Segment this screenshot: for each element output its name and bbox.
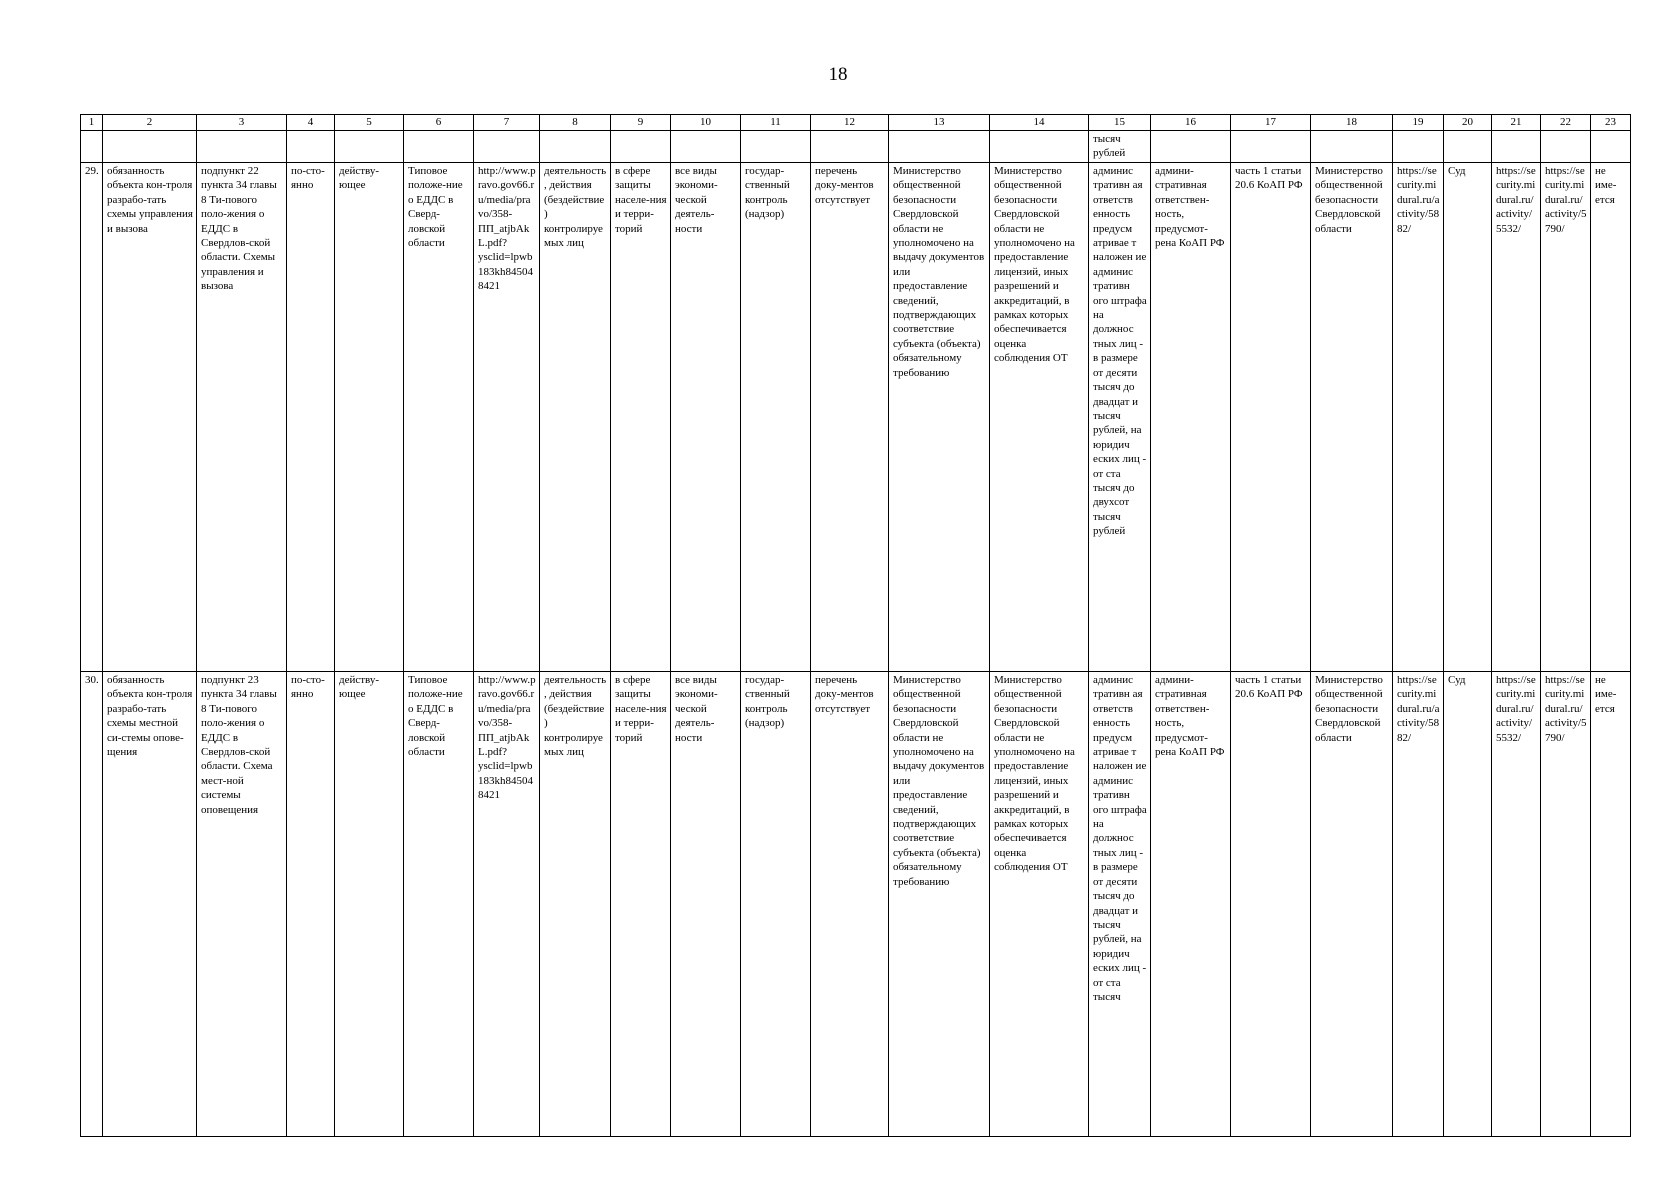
column-number-1: 1 <box>81 115 103 131</box>
continuation-row <box>81 131 1631 163</box>
cell-col-22[interactable]: https://security.midural.ru/activity/5790/ <box>1541 163 1591 672</box>
column-number-11: 11 <box>741 115 811 131</box>
column-number-15: 15 <box>1089 115 1151 131</box>
cell-col-12: перечень доку-ментов отсутствует <box>811 163 889 672</box>
column-number-7: 7 <box>474 115 540 131</box>
cell-col-18: Министерство общественной безопасности Свердловской области <box>1311 672 1393 1137</box>
table-row <box>81 672 1631 1137</box>
cell-col-14: Министерство общественной безопасности Свердловской области не уполномочено на предоставление лицензий, иных разрешений и аккредитаций, в рамках которых обеспечивается оценка соблюдения ОТ <box>990 672 1089 1137</box>
cell-col-18: Министерство общественной безопасности Свердловской области <box>1311 163 1393 672</box>
cell-col-17: часть 1 статьи 20.6 КоАП РФ <box>1231 672 1311 1137</box>
cell-col-3: подпункт 23 пункта 34 главы 8 Ти-пового поло-жения о ЕДДС в Свердлов-ской области. Схема мест-ной системы оповещения <box>197 672 287 1137</box>
cell-col-7[interactable]: http://www.pravo.gov66.ru/media/pravo/358-ПП_atjbAkL.pdf?ysclid=lpwb183kh845048421 <box>474 163 540 672</box>
column-number-2: 2 <box>103 115 197 131</box>
cell-col-6: Типовое положе-ние о ЕДДС в Сверд-ловской области <box>404 163 474 672</box>
column-number-9: 9 <box>611 115 671 131</box>
column-number-5: 5 <box>335 115 404 131</box>
table-row <box>81 163 1631 672</box>
cell-col-15: админис тративн ая ответств енность предусм атривае т наложен ие админис тративн ого штрафа на должнос тных лиц - в размере от десяти тысяч до двадцат и тысяч рублей, на юридич еских лиц - от ста тысяч до двухсот тысяч рублей <box>1089 163 1151 672</box>
cell-col-2: обязанность объекта кон-троля разрабо-тать схемы местной си-стемы опове-щения <box>103 672 197 1137</box>
column-number-20: 20 <box>1444 115 1492 131</box>
cell-col-19[interactable]: https://security.midural.ru/activity/5882/ <box>1393 163 1444 672</box>
cell-col-16: админи-стративная ответствен-ность, предусмот-рена КоАП РФ <box>1151 672 1231 1137</box>
cell-col-7[interactable]: http://www.pravo.gov66.ru/media/pravo/358-ПП_atjbAkL.pdf?ysclid=lpwb183kh845048421 <box>474 672 540 1137</box>
cell-col-12: перечень доку-ментов отсутствует <box>811 672 889 1137</box>
cell-col-3: подпункт 22 пункта 34 главы 8 Ти-пового поло-жения о ЕДДС в Свердлов-ской области. Схемы управления и вызова <box>197 163 287 672</box>
column-number-23: 23 <box>1591 115 1631 131</box>
cell-col-23: не име-ется <box>1591 163 1631 672</box>
row-number-cell: 29. <box>81 163 103 672</box>
column-number-14: 14 <box>990 115 1089 131</box>
cell-col-8: деятельность, действия (бездействие) контролируемых лиц <box>540 672 611 1137</box>
column-number-22: 22 <box>1541 115 1591 131</box>
cell-col-11: государ-ственный контроль (надзор) <box>741 163 811 672</box>
column-number-17: 17 <box>1231 115 1311 131</box>
cell-col-17: часть 1 статьи 20.6 КоАП РФ <box>1231 163 1311 672</box>
cell-col-15: админис тративн ая ответств енность предусм атривае т наложен ие админис тративн ого штрафа на должнос тных лиц - в размере от десяти тысяч до двадцат и тысяч рублей, на юридич еских лиц - от ста тысяч <box>1089 672 1151 1137</box>
cell-col-5: действу-ющее <box>335 163 404 672</box>
cell-col-21[interactable]: https://security.midural.ru/activity/5532/ <box>1492 672 1541 1137</box>
cell-col-13: Министерство общественной безопасности Свердловской области не уполномочено на выдачу документов или предоставление сведений, подтверждающих соответствие субъекта (объекта) обязательному требованию <box>889 672 990 1137</box>
column-number-18: 18 <box>1311 115 1393 131</box>
cell-col-14: Министерство общественной безопасности Свердловской области не уполномочено на предоставление лицензий, иных разрешений и аккредитаций, в рамках которых обеспечивается оценка соблюдения ОТ <box>990 163 1089 672</box>
cell-col-16: админи-стративная ответствен-ность, предусмот-рена КоАП РФ <box>1151 163 1231 672</box>
cell-col-19[interactable]: https://security.midural.ru/activity/5882/ <box>1393 672 1444 1137</box>
cell-col-4: по-сто-янно <box>287 672 335 1137</box>
cell-col-9: в сфере защиты населе-ния и терри-торий <box>611 163 671 672</box>
column-number-10: 10 <box>671 115 741 131</box>
cell-col-23: не име-ется <box>1591 672 1631 1137</box>
cell-col-10: все виды экономи-ческой деятель-ности <box>671 163 741 672</box>
column-number-13: 13 <box>889 115 990 131</box>
cell-col-21[interactable]: https://security.midural.ru/activity/5532/ <box>1492 163 1541 672</box>
column-number-3: 3 <box>197 115 287 131</box>
row-number-cell: 30. <box>81 672 103 1137</box>
cell-col-11: государ-ственный контроль (надзор) <box>741 672 811 1137</box>
cell-col-20: Суд <box>1444 672 1492 1137</box>
column-number-row <box>81 115 1631 131</box>
register-table <box>80 114 1631 1137</box>
cell-col-8: деятельность, действия (бездействие) контролируемых лиц <box>540 163 611 672</box>
continuation-cell-15: тысяч рублей <box>1089 131 1151 163</box>
column-number-12: 12 <box>811 115 889 131</box>
cell-col-5: действу-ющее <box>335 672 404 1137</box>
column-number-4: 4 <box>287 115 335 131</box>
column-number-19: 19 <box>1393 115 1444 131</box>
cell-col-9: в сфере защиты населе-ния и терри-торий <box>611 672 671 1137</box>
cell-col-6: Типовое положе-ние о ЕДДС в Сверд-ловской области <box>404 672 474 1137</box>
cell-col-22[interactable]: https://security.midural.ru/activity/5790/ <box>1541 672 1591 1137</box>
page-number: 18 <box>828 64 848 85</box>
column-number-16: 16 <box>1151 115 1231 131</box>
cell-col-2: обязанность объекта кон-троля разрабо-тать схемы управления и вызова <box>103 163 197 672</box>
column-number-6: 6 <box>404 115 474 131</box>
cell-col-4: по-сто-янно <box>287 163 335 672</box>
column-number-21: 21 <box>1492 115 1541 131</box>
column-number-8: 8 <box>540 115 611 131</box>
cell-col-20: Суд <box>1444 163 1492 672</box>
cell-col-13: Министерство общественной безопасности Свердловской области не уполномочено на выдачу документов или предоставление сведений, подтверждающих соответствие субъекта (объекта) обязательному требованию <box>889 163 990 672</box>
cell-col-10: все виды экономи-ческой деятель-ности <box>671 672 741 1137</box>
